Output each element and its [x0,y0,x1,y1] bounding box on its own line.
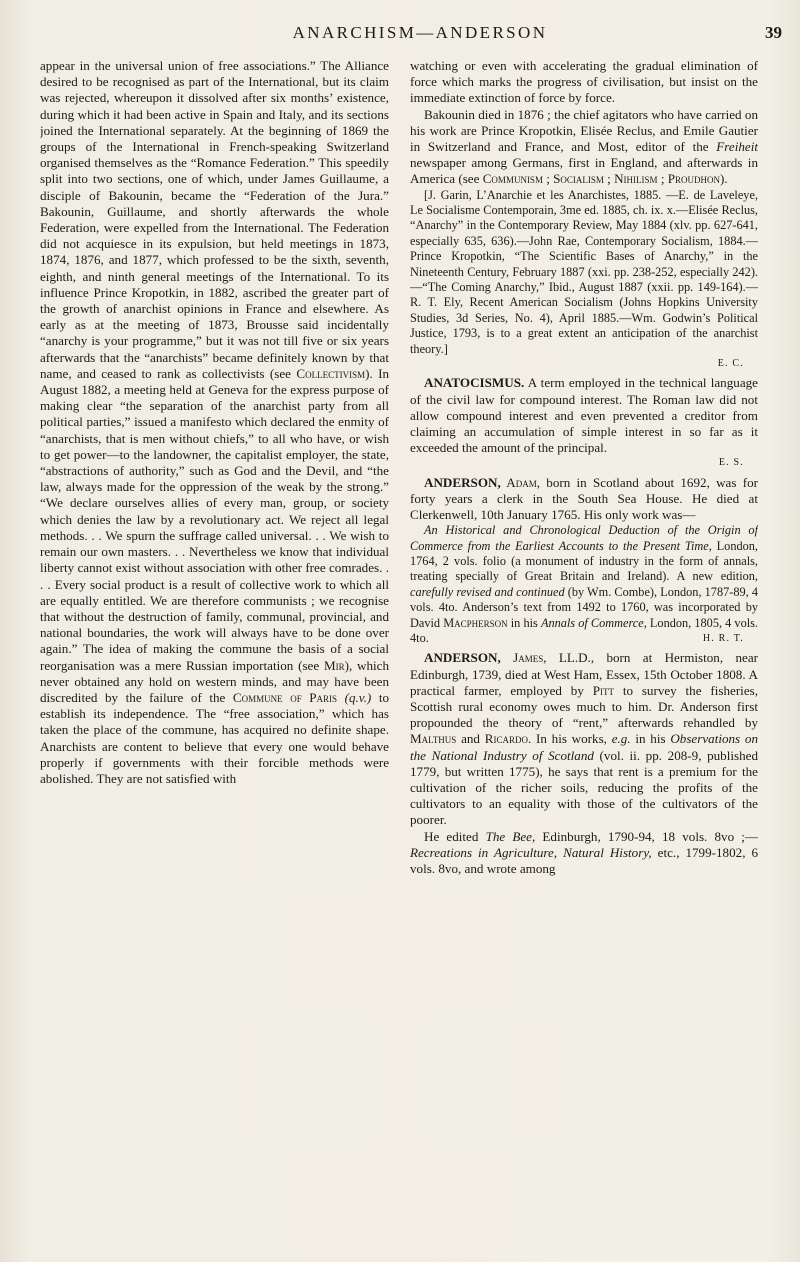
text-run: (vol. ii. pp. 208-9, published 1779, but written 1775), he says that rent is a premium for the cultivation of the richer soils, reducing the profits of the cultivators to an equality with those of the cultivators of the poorer. [410,747,758,828]
entry-forename: Adam, [500,474,541,490]
text-run: etc., 1799-1802, 6 vols. 8vo, and wrote among [410,844,758,877]
text-run: He edited [424,828,486,844]
cross-reference: Collectivism [296,365,366,381]
text-run: ). In August 1882, a meeting held at Geneva for the express purpose of making clear “the separation of the anarchist party from all political parties,” issued a manifesto which declared the enmity of “anarchists, that is men without chiefs,” to all who have, or wish to get power—to the landowner, the capitalist employer, the state, “abstractions of authority,” such as God and the Devil, and “the law, always made for the oppression of the weak by the strong.” “We declare ourselves allies of every man, group, or society which denies the law by a revolutionary act. We reject all legal methods. . . We spurn the suffrage called universal. . . We wish to remain our own masters. . . Nevertheless we know that individual liberty cannot exist without association with other free comrades. . . . Every social product is a result of collective work to which all are equally entitled. We are therefore communists ; we recognise that without the destruction of family, communal, provincial, and national boundaries, the work will always have to be done over again.” The idea of making the commune the basis of a social reorganisation was a mere Russian importation (see [40,365,389,673]
entry-forename: James, [500,650,547,666]
text-run: (by Wm. Combe), London, 1787-89, 4 vols. 4to. Anderson’s text from 1492 to 1760, was incorporated by David [410,584,758,630]
italic-title: carefully revised and continued [410,584,565,599]
text-run: A term employed in the technical language of the civil law for compound interest. The Roman law did not allow compound interest and even prevented a creditor from claiming an accumulation of simple interest in so far as it exceeded the amount of the principal. [410,375,758,456]
entry-headword: ANDERSON, [424,474,501,490]
text-run: Bakounin died in 1876 ; the chief agitators who have carried on his work are Prince Kropotkin, Elisée Reclus, and Emile Gautier in Switzerland and France, and Most, editor of the [410,106,758,155]
cross-reference: Mir [323,657,345,673]
entry-headword: ANATOCISMUS. [424,375,525,391]
qv-note: (q.v.) [344,689,372,705]
text-run: newspaper among Germans, first in England, and afterwards in America (see [410,155,758,187]
text-run: to establish its independence. The “free association,” which has taken the place of the commune, has acquired no definite shape. Anarchists are content to believe that every one would behave properly if governments with their forcible methods were abolished. They are not satisfied with [40,689,389,786]
entry-headword: ANDERSON, [424,650,501,666]
italic-title: The Bee, [485,828,536,844]
author-initials: E. S. [718,457,744,469]
italic-title: Observations on the National Industry of Scotland [410,731,758,763]
text-run: appear in the universal union of free associations.” The Alliance desired to be recognised as part of the International, but its claim was rejected, whereupon it dissolved after six months’ existence, during which it had been active in Spain and Italy, and its sections joined the International separately. At the beginning of 1869 the groups of the International in French-speaking Switzerland organised themselves as the “Romance Federation.” This speedily split into two sections, one of which, under James Guillaume, a disciple of Bakounin, became the “Federation of the Jura.” Bakounin, Guillaume, and shortly afterwards the whole Federation, were expelled from the International. The Federation did not acquiesce in its expulsion, but held meetings in 1873, 1874, 1876, and 1877, which professed to be the sixth, seventh, eighth, and ninth general meetings of the International. To its influence Prince Kropotkin, in 1882, ascribed the greater part of the growth of anarchist opinions in France and elsewhere. As early as at the meeting of 1873, Brousse said incidentally “anarchy is your programme,” but it was not till five or six years afterwards that the “anarchists” became definitely known by that name, and ceased to rank as collectivists (see [40,58,389,381]
text-run: in his [507,615,541,630]
cross-reference: Commune of Paris [232,689,338,705]
text-run: Edinburgh, 1790-94, 18 vols. 8vo ;— [535,828,758,844]
entry-anatocismus [410,375,758,456]
right-column [410,58,758,1258]
italic-title: Freiheit [716,139,758,155]
text-run: in his [630,731,671,747]
italic-abbrev: e.g. [611,731,631,747]
running-title: ANARCHISM—ANDERSON [292,23,548,42]
italic-title: Recreations in Agriculture, Natural History, [410,844,652,860]
text-run: ). [720,171,728,187]
work-citation [410,523,758,646]
left-column [40,58,389,1258]
cross-reference: Ricardo [484,731,528,747]
anarchism-paragraph [410,107,758,188]
anarchism-continuation [40,58,389,787]
entry-anderson-james [410,650,758,828]
anarchism-paragraph: watching or even with accelerating the gradual elimination of force which marks the progress of civilisation, but insist on the immediate extinction of force by force. [410,58,758,106]
text-run: and [456,731,485,747]
text-run: LL.D., born at Hermiston, near Edinburgh, 1739, died at West Ham, Essex, 15th October 1808. A practical farmer, employed by [410,650,758,698]
page-number: 39 [765,23,782,42]
author-initials: E. C. [717,358,744,370]
bibliography: [J. Garin, L’Anarchie et les Anarchistes, 1885. —E. de Laveleye, Le Socialisme Contemporain, 3me ed. 1885, ch. ix. x.—Elisée Reclus, “Anarchy” in the Contemporary Review, May 1884 (xlv. pp. 627-641, especially 635, 636).—John Rae, Contemporary Socialism, 1884.—Prince Kropotkin, “The Scientific Bases of Anarchy,” in the Nineteenth Century, February 1887 (xxi. pp. 238-252, especially 242).—“The Coming Anarchy,” Ibid., August 1887 (xxii. pp. 149-164).—R. T. Ely, Recent American Socialism (Johns Hopkins University Studies, 3d Series, No. 4), April 1885.—Wm. Godwin’s Political Justice, 1793, is to a great extent an anticipation of the anarchist theory.] [410,187,758,356]
cross-reference: Malthus [410,731,457,747]
text-run: London, 1764, 2 vols. folio (a monument of industry in the form of annals, treating specially of Great Britain and Ireland). A new edition, [410,538,758,584]
author-initials: H. R. T. [702,632,744,644]
cross-reference: Communism ; Socialism ; Nihilism ; Proudhon [482,171,721,187]
running-head [40,23,800,53]
cross-reference: Macpherson [443,615,508,630]
italic-title: An Historical and Chronological Deduction of the Origin of Commerce from the Earliest Accounts to the Present Time, [410,523,758,553]
italic-title: Annals of Commerce, [540,615,647,630]
text-run: born in Scotland about 1692, was for forty years a clerk in the South Sea House. He died at Clerkenwell, 10th January 1765. His only work was— [410,474,758,522]
text-run: ), which never obtained any hold on western minds, and may have been discredited by the failure of the [40,657,389,705]
text-run: London, 1805, 4 vols. 4to. [410,615,758,645]
cross-reference: Pitt [592,682,614,698]
text-run: . In his works, [527,731,612,747]
anderson-james-works [410,829,758,878]
text-run: to survey the fisheries, Scottish rural economy owes much to him. Dr. Anderson first propounded the theory of “rent,” afterwards rehandled by [410,682,758,731]
entry-anderson-adam [410,475,758,524]
